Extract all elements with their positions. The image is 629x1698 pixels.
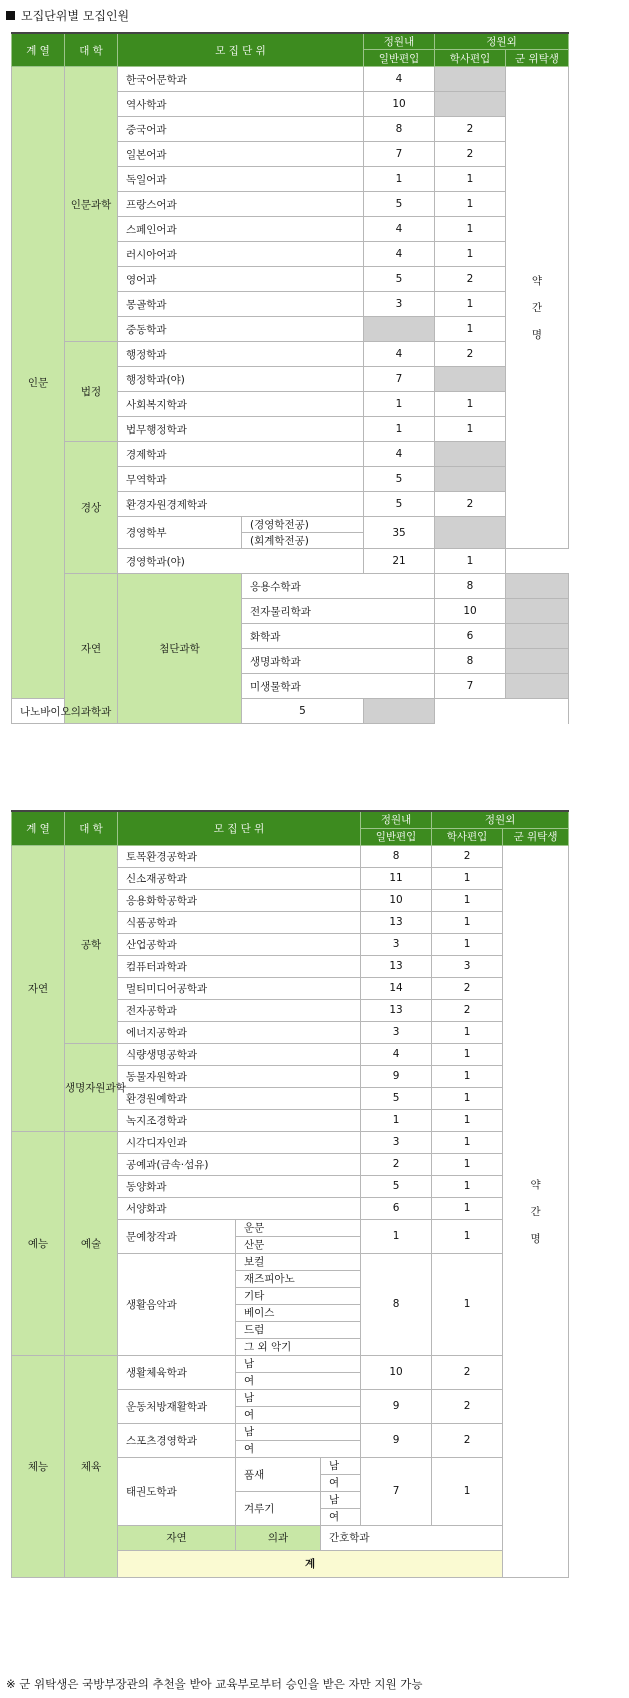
- table-cell: 1: [364, 392, 435, 417]
- table-cell: 3: [364, 292, 435, 317]
- table-cell: 2: [435, 117, 506, 142]
- table-cell: 1: [435, 217, 506, 242]
- unit-cell: 스페인어과: [118, 217, 364, 242]
- table-cell: 2: [432, 1423, 503, 1457]
- table-cell: 재즈피아노: [236, 1270, 361, 1287]
- header-military: 군 위탁생: [506, 50, 569, 67]
- table-row: [12, 845, 569, 867]
- unit-cell: 응용수학과: [242, 574, 435, 599]
- unit-cell: 공예과(금속·섬유): [118, 1153, 361, 1175]
- table-cell: 기타: [236, 1287, 361, 1304]
- table-cell: 1: [432, 911, 503, 933]
- unit-cell: 응용화학공학과: [118, 889, 361, 911]
- table-cell: 1: [435, 192, 506, 217]
- table-row: [12, 1355, 569, 1372]
- section-title: [6, 7, 129, 25]
- table-cell: 1: [432, 1197, 503, 1219]
- table-cell: 4: [364, 442, 435, 467]
- table-cell: 10: [435, 599, 506, 624]
- unit-cell: 프랑스어과: [118, 192, 364, 217]
- header-outer: 정원외: [435, 33, 569, 50]
- header-college: 대 학: [65, 33, 118, 67]
- field-cell: 인문: [12, 67, 65, 699]
- table-cell: 남: [236, 1389, 361, 1406]
- unit-cell: 생활음악과: [118, 1253, 236, 1355]
- table-cell: [506, 674, 569, 699]
- table-cell: 2: [432, 845, 503, 867]
- unit-cell: 법무행정학과: [118, 417, 364, 442]
- header-field: 계 열: [12, 33, 65, 67]
- table-cell: [364, 317, 435, 342]
- unit-cell: 행정학과(야): [118, 367, 364, 392]
- table-cell: [506, 649, 569, 674]
- table-cell: 5: [364, 467, 435, 492]
- unit-cell: 경영학과(야): [118, 549, 364, 574]
- table-cell: 2: [432, 1389, 503, 1423]
- unit-cell: 녹지조경학과: [118, 1109, 361, 1131]
- table-cell: 4: [364, 242, 435, 267]
- table-cell: 보컬: [236, 1253, 361, 1270]
- table-row: [12, 1131, 569, 1153]
- table-cell: 1: [432, 1253, 503, 1355]
- table-cell: 8: [435, 649, 506, 674]
- table-cell: 9: [361, 1423, 432, 1457]
- college-cell: 공학: [65, 845, 118, 1043]
- college-cell: 생명자원과학: [65, 1043, 118, 1131]
- table-cell: 겨루기: [236, 1491, 321, 1525]
- table-cell: 3: [361, 933, 432, 955]
- unit-cell: 행정학과: [118, 342, 364, 367]
- unit-cell: 문예창작과: [118, 1219, 236, 1253]
- table-cell: 9: [361, 1389, 432, 1423]
- table-cell: 여: [236, 1406, 361, 1423]
- table-cell: 5: [364, 192, 435, 217]
- table-cell: 4: [361, 1043, 432, 1065]
- table-cell: 1: [432, 933, 503, 955]
- header-bachelor: 학사편입: [432, 828, 503, 845]
- table-cell: 5: [242, 699, 364, 724]
- table-cell: [506, 599, 569, 624]
- table-row: [12, 442, 569, 467]
- table-cell: 3: [361, 1131, 432, 1153]
- table-row: [12, 1043, 569, 1065]
- quota-table-2: [11, 810, 569, 1578]
- table-cell: 여: [236, 1372, 361, 1389]
- military-cell: 약 간 명: [506, 67, 569, 549]
- table-cell: 1: [435, 167, 506, 192]
- unit-cell: 컴퓨터과학과: [118, 955, 361, 977]
- table-cell: 남: [236, 1355, 361, 1372]
- table-cell: 8: [435, 574, 506, 599]
- table-cell: 남: [321, 1491, 361, 1508]
- header-bachelor: 학사편입: [435, 50, 506, 67]
- table-cell: 1: [435, 292, 506, 317]
- table-cell: 그 외 악기: [236, 1338, 361, 1355]
- table-cell: 1: [435, 317, 506, 342]
- field-cell: 자연: [118, 1525, 236, 1550]
- unit-cell: 일본어과: [118, 142, 364, 167]
- table-cell: 1: [432, 1043, 503, 1065]
- unit-cell: 러시아어과: [118, 242, 364, 267]
- table-cell: 10: [361, 889, 432, 911]
- table-cell: 5: [361, 1087, 432, 1109]
- unit-cell: 신소재공학과: [118, 867, 361, 889]
- table-cell: [435, 67, 506, 92]
- table-cell: 1: [361, 1109, 432, 1131]
- table-cell: 1: [432, 1021, 503, 1043]
- unit-cell: 경영학부: [118, 517, 242, 549]
- field-cell: 예능: [12, 1131, 65, 1355]
- table-cell: 7: [364, 367, 435, 392]
- unit-cell: 태권도학과: [118, 1457, 236, 1525]
- table-cell: 7: [435, 674, 506, 699]
- table-cell: 2: [435, 142, 506, 167]
- unit-cell: 화학과: [242, 624, 435, 649]
- unit-cell: 나노바이오의과학과: [12, 699, 118, 724]
- table-cell: 21: [364, 549, 435, 574]
- table-cell: 5: [364, 492, 435, 517]
- table-cell: [506, 624, 569, 649]
- table-cell: 2: [435, 267, 506, 292]
- table-cell: 4: [364, 217, 435, 242]
- table-cell: 1: [432, 867, 503, 889]
- table-cell: 3: [432, 955, 503, 977]
- table-cell: 남: [321, 1457, 361, 1474]
- table-cell: 품새: [236, 1457, 321, 1491]
- table-cell: 2: [435, 492, 506, 517]
- header-general: 일반편입: [364, 50, 435, 67]
- table-cell: 4: [364, 342, 435, 367]
- table-cell: (회계학전공): [242, 533, 364, 549]
- college-cell: 법정: [65, 342, 118, 442]
- table-cell: 1: [432, 889, 503, 911]
- unit-cell: 사회복지학과: [118, 392, 364, 417]
- table-row: [12, 574, 569, 599]
- table-cell: 11: [361, 867, 432, 889]
- table-cell: 13: [361, 955, 432, 977]
- unit-cell: 중국어과: [118, 117, 364, 142]
- table-cell: 여: [321, 1508, 361, 1525]
- total-label: 계: [118, 1550, 503, 1577]
- table-cell: 13: [361, 911, 432, 933]
- table-cell: 1: [432, 1065, 503, 1087]
- table-cell: 베이스: [236, 1304, 361, 1321]
- table-cell: 1: [432, 1109, 503, 1131]
- table-cell: 1: [432, 1153, 503, 1175]
- table-cell: 2: [432, 1355, 503, 1389]
- table-row: [12, 699, 569, 724]
- table-cell: 1: [432, 1219, 503, 1253]
- unit-cell: 전자공학과: [118, 999, 361, 1021]
- table-cell: 2: [432, 977, 503, 999]
- table-cell: [435, 92, 506, 117]
- unit-cell: 역사학과: [118, 92, 364, 117]
- table-cell: 7: [361, 1457, 432, 1525]
- unit-cell: 식품공학과: [118, 911, 361, 933]
- table-cell: 여: [321, 1474, 361, 1491]
- unit-cell: 몽골학과: [118, 292, 364, 317]
- college-cell: 첨단과학: [118, 574, 242, 724]
- table-cell: 1: [432, 1175, 503, 1197]
- table-cell: 5: [361, 1175, 432, 1197]
- table-cell: 5: [364, 267, 435, 292]
- table-cell: 8: [364, 117, 435, 142]
- table-row: [12, 67, 569, 92]
- table-cell: 9: [361, 1065, 432, 1087]
- table-cell: [435, 517, 506, 549]
- table-cell: [364, 699, 435, 724]
- unit-cell: 서양화과: [118, 1197, 361, 1219]
- header-unit: 모 집 단 위: [118, 33, 364, 67]
- college-cell: 의과: [236, 1525, 321, 1550]
- table-row: [12, 342, 569, 367]
- unit-cell: 동물자원학과: [118, 1065, 361, 1087]
- unit-cell: 간호학과: [321, 1525, 503, 1550]
- unit-cell: 산업공학과: [118, 933, 361, 955]
- table-cell: 8: [361, 1253, 432, 1355]
- field-cell: 체능: [12, 1355, 65, 1577]
- table-cell: [435, 467, 506, 492]
- unit-cell: 생명과학과: [242, 649, 435, 674]
- header-unit: 모 집 단 위: [118, 811, 361, 845]
- unit-cell: 동양화과: [118, 1175, 361, 1197]
- table-cell: 1: [364, 417, 435, 442]
- table-cell: 10: [361, 1355, 432, 1389]
- header-college: 대 학: [65, 811, 118, 845]
- header-general: 일반편입: [361, 828, 432, 845]
- table-cell: 여: [236, 1440, 361, 1457]
- unit-cell: 무역학과: [118, 467, 364, 492]
- table-cell: [506, 574, 569, 599]
- unit-cell: 운동처방재활학과: [118, 1389, 236, 1423]
- table-cell: 남: [236, 1423, 361, 1440]
- unit-cell: 한국어문학과: [118, 67, 364, 92]
- table-cell: (경영학전공): [242, 517, 364, 533]
- table-cell: 1: [435, 242, 506, 267]
- table-cell: 1: [435, 549, 506, 574]
- table-cell: 1: [361, 1219, 432, 1253]
- college-cell: 경상: [65, 442, 118, 574]
- table-cell: 10: [364, 92, 435, 117]
- unit-cell: 환경자원경제학과: [118, 492, 364, 517]
- table-cell: 운문: [236, 1219, 361, 1236]
- unit-cell: 식량생명공학과: [118, 1043, 361, 1065]
- header-inner: 정원내: [361, 811, 432, 828]
- header-outer: 정원외: [432, 811, 569, 828]
- table-cell: 7: [364, 142, 435, 167]
- college-cell: 인문과학: [65, 67, 118, 342]
- table-cell: 13: [361, 999, 432, 1021]
- table-cell: 6: [361, 1197, 432, 1219]
- field-cell: 자연: [65, 574, 118, 724]
- unit-cell: 멀티미디어공학과: [118, 977, 361, 999]
- table-cell: 2: [432, 999, 503, 1021]
- table-cell: 산문: [236, 1236, 361, 1253]
- table-cell: [435, 367, 506, 392]
- square-bullet-icon: [6, 11, 15, 20]
- table-cell: 1: [435, 392, 506, 417]
- header-inner: 정원내: [364, 33, 435, 50]
- table-cell: 드럼: [236, 1321, 361, 1338]
- footnote: ※ 군 위탁생은 국방부장관의 추천을 받아 교육부로부터 승인을 받은 자만 지원 가능: [6, 1677, 423, 1691]
- unit-cell: 에너지공학과: [118, 1021, 361, 1043]
- table-cell: 1: [432, 1131, 503, 1153]
- section-title-text: 모집단위별 모집인원: [21, 9, 130, 23]
- unit-cell: 환경원예학과: [118, 1087, 361, 1109]
- college-cell: 체육: [65, 1355, 118, 1577]
- table-cell: 1: [432, 1087, 503, 1109]
- table-cell: 35: [364, 517, 435, 549]
- table-cell: 3: [361, 1021, 432, 1043]
- unit-cell: 미생물학과: [242, 674, 435, 699]
- unit-cell: 토목환경공학과: [118, 845, 361, 867]
- table-cell: 4: [364, 67, 435, 92]
- unit-cell: 경제학과: [118, 442, 364, 467]
- table-cell: 6: [435, 624, 506, 649]
- table-cell: 14: [361, 977, 432, 999]
- field-cell: 자연: [12, 845, 65, 1131]
- unit-cell: 중동학과: [118, 317, 364, 342]
- unit-cell: 영어과: [118, 267, 364, 292]
- table-cell: 8: [361, 845, 432, 867]
- unit-cell: 전자물리학과: [242, 599, 435, 624]
- table-cell: 1: [432, 1457, 503, 1525]
- unit-cell: 시각디자인과: [118, 1131, 361, 1153]
- table-cell: 1: [364, 167, 435, 192]
- unit-cell: 독일어과: [118, 167, 364, 192]
- table-cell: 2: [361, 1153, 432, 1175]
- unit-cell: 스포츠경영학과: [118, 1423, 236, 1457]
- quota-table-1: [11, 32, 569, 724]
- header-military: 군 위탁생: [503, 828, 569, 845]
- college-cell: 예술: [65, 1131, 118, 1355]
- unit-cell: 생활체육학과: [118, 1355, 236, 1389]
- table-cell: 2: [435, 342, 506, 367]
- header-field: 계 열: [12, 811, 65, 845]
- table-cell: 1: [435, 417, 506, 442]
- table-cell: [435, 442, 506, 467]
- military-cell: 약 간 명: [503, 845, 569, 1577]
